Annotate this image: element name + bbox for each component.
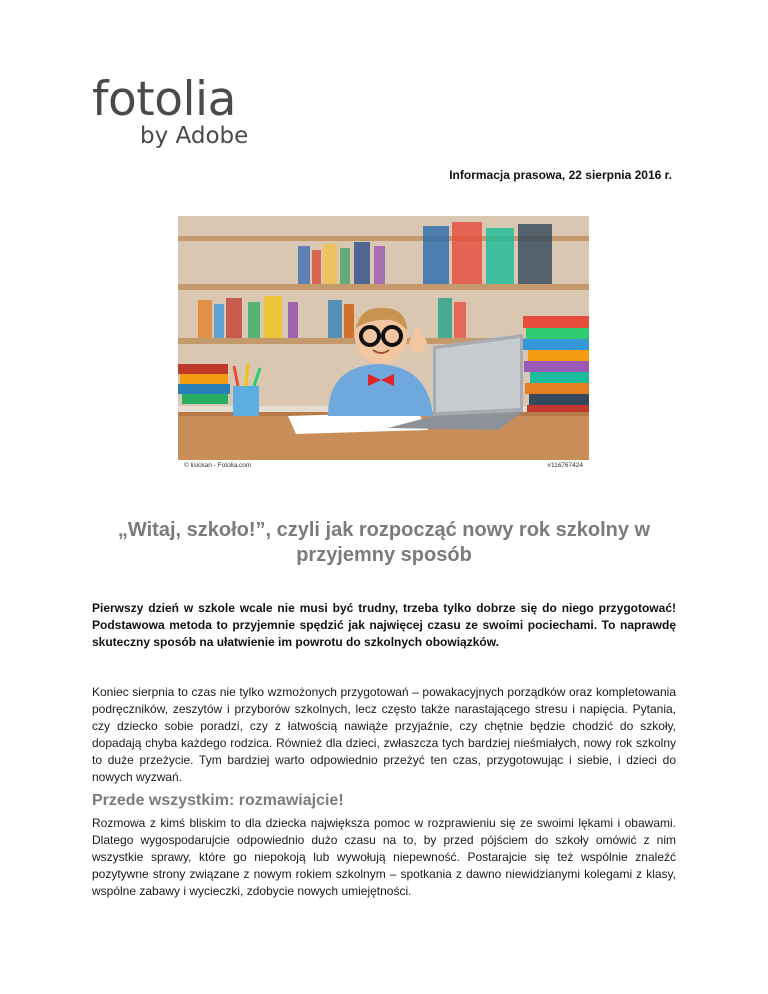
photo-id: #116767424	[547, 462, 583, 469]
logo-wordmark: fotolia	[92, 72, 236, 127]
photo-illustration	[178, 216, 589, 460]
lead-paragraph: Pierwszy dzień w szkole wcale nie musi być trudny, trzeba tylko dobrze się do niego przygotować! Podstawowa metoda to przyjemnie spędzić jak najwięcej czasu ze swoimi pociechami. To naprawdę skuteczny sposób na ułatwienie im powrotu do szkolnych obowiązków.	[92, 601, 676, 649]
article-headline: „Witaj, szkoło!”, czyli jak rozpocząć nowy rok szkolny w przyjemny sposób	[117, 519, 651, 566]
section-heading: Przede wszystkim: rozmawiajcie!	[92, 792, 344, 809]
logo-byline: by Adobe	[140, 123, 249, 149]
section-paragraph: Rozmowa z kimś bliskim to dla dziecka największa pomoc w rozprawieniu się ze swoimi lękami i obawami. Dlatego wygospodarujcie odpowiednio dużo czasu na to, by przed pójściem do szkoły omówić z nim wszystkie sprawy, które go niepokoją lub wywołują niepewność. Postarajcie się też wspólnie znaleźć pozytywne strony związane z nowym rokiem szkolnym – spotkania z dawno niewidzianymi kolegami z klasy, wspólne zabawy i wycieczki, zdobycie nowych umiejętności.	[92, 816, 676, 898]
photo-credit: © lisickan - Fotolia.com	[184, 462, 252, 469]
body-paragraph: Koniec sierpnia to czas nie tylko wzmożonych przygotowań – powakacyjnych porządków oraz kompletowania podręczników, zeszytów i przyborów szkolnych, lecz często także narastającego stresu i napięcia. Pytania, czy dziecko sobie poradzi, czy z łatwością nawiąże przyjaźnie, czy chętnie będzie chodzić do szkoły, dopadają chyba każdego rodzica. Również dla dzieci, zwłaszcza tych bardziej nieśmiałych, nowy rok szkolny to duże przeżycie. Tym bardziej warto odpowiednio przeżyć ten czas, przygotowując i siebie, i dzieci do nowych wyzwań.	[92, 685, 676, 784]
photo-credit-bar	[178, 460, 589, 473]
photo-boy-with-laptop	[178, 216, 589, 473]
press-release-date: Informacja prasowa, 22 sierpnia 2016 r.	[449, 168, 672, 182]
fotolia-logo	[92, 72, 249, 149]
